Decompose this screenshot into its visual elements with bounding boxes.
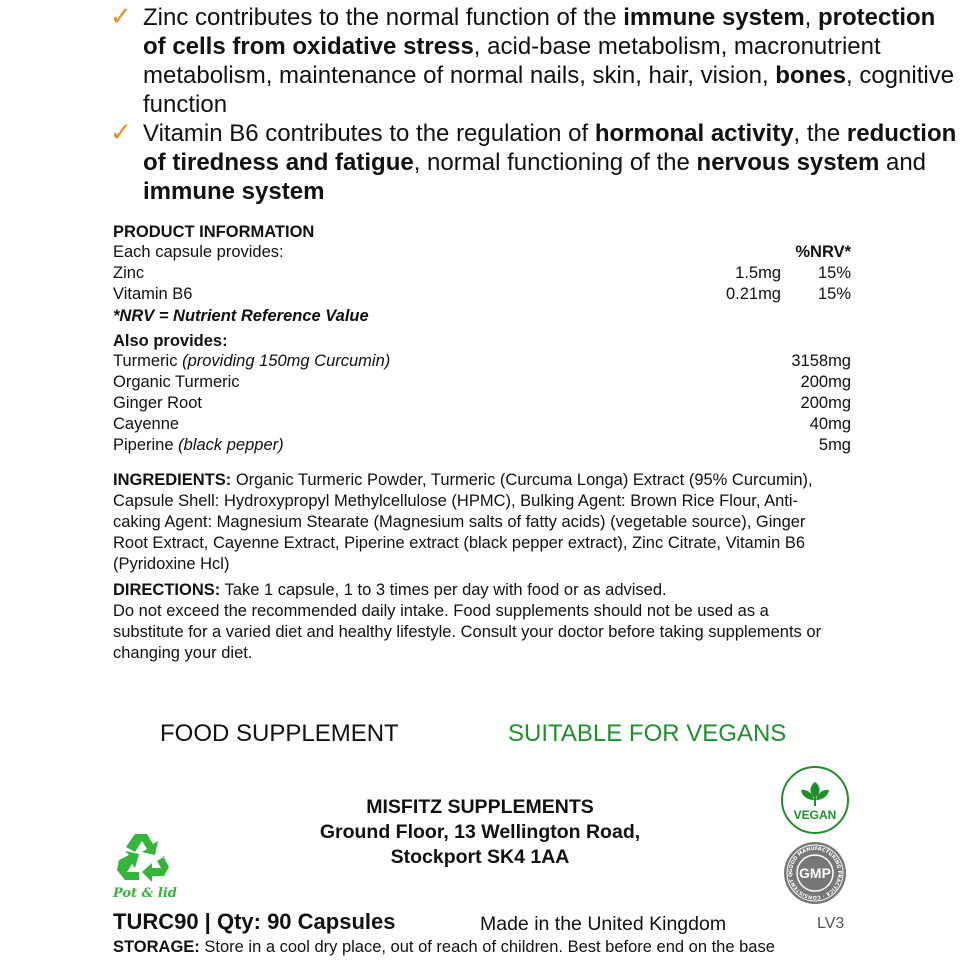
also-note: (providing 150mg Curcumin)	[182, 352, 391, 370]
also-row	[113, 373, 851, 394]
also-name: Turmeric	[113, 352, 178, 370]
nutrient-name: Zinc	[113, 264, 145, 282]
nutrient-nrv: 15%	[817, 285, 851, 303]
leaf-icon	[783, 768, 847, 832]
directions-warning: Do not exceed the recommended daily intake. Food supplements should not be used as a substitute for a varied diet and healthy lifestyle. Consult your doctor before taking supplements or changing your diet.	[113, 602, 822, 662]
benefit-zinc	[110, 3, 960, 121]
benefit-highlight: reduction of tiredness and fatigue	[143, 120, 957, 176]
ingredients	[113, 470, 843, 575]
also-row	[113, 394, 851, 415]
directions-label: DIRECTIONS:	[113, 581, 221, 599]
benefit-highlight: nervous system	[696, 149, 880, 176]
benefit-fragment: , the	[793, 120, 847, 147]
vegan-badge-label: VEGAN	[793, 808, 837, 822]
nutrient-nrv: 15%	[817, 264, 851, 282]
also-note: (black pepper)	[178, 436, 284, 454]
also-amount: 40mg	[809, 415, 851, 433]
each-capsule-row	[113, 243, 851, 264]
benefit-text	[143, 3, 958, 119]
nutrient-amount: 0.21mg	[725, 285, 781, 303]
benefit-highlight: bones	[775, 62, 846, 89]
nrv-note: *NRV = Nutrient Reference Value	[113, 307, 369, 325]
gmp-badge	[784, 842, 846, 904]
benefit-b6	[110, 119, 960, 209]
made-in-label: Made in the United Kingdom	[480, 913, 727, 935]
also-name: Piperine	[113, 436, 174, 454]
directions-text: Take 1 capsule, 1 to 3 times per day with food or as advised.	[220, 581, 667, 599]
check-icon: ✓	[110, 1, 132, 31]
also-amount: 200mg	[800, 373, 851, 391]
also-amount: 200mg	[800, 394, 851, 412]
also-name: Organic Turmeric	[113, 373, 240, 391]
nutrient-row	[113, 264, 851, 285]
recycle-icon	[113, 830, 177, 884]
svg-text:GMP: GMP	[799, 865, 831, 881]
company-name: MISFITZ SUPPLEMENTS	[366, 796, 594, 818]
also-name: Ginger Root	[113, 394, 202, 412]
benefit-fragment: Zinc contributes to the normal function of the	[143, 4, 624, 31]
benefit-fragment: ,	[804, 4, 819, 31]
each-capsule-label: Each capsule provides:	[113, 243, 284, 261]
version-label: LV3	[817, 915, 845, 932]
benefit-highlight: immune system	[143, 178, 325, 205]
also-row	[113, 415, 851, 436]
directions	[113, 580, 843, 664]
company-address-line2: Stockport SK4 1AA	[390, 846, 570, 868]
benefit-highlight: immune system	[623, 4, 805, 31]
company-address-line1: Ground Floor, 13 Wellington Road,	[319, 821, 641, 843]
benefit-highlight: hormonal activity	[594, 120, 794, 147]
storage	[113, 938, 953, 957]
vegan-badge	[781, 766, 849, 834]
also-row	[113, 352, 851, 373]
ingredients-label: INGREDIENTS:	[113, 471, 232, 489]
also-name: Cayenne	[113, 415, 180, 433]
benefit-fragment: , acid-base metabolism, macronutrient metabolism, maintenance of normal nails, skin, hair, vision,	[143, 33, 881, 89]
product-info-heading: PRODUCT INFORMATION	[113, 223, 315, 241]
storage-label: STORAGE:	[113, 938, 200, 956]
nutrient-row	[113, 285, 851, 306]
food-supplement-label: FOOD SUPPLEMENT	[160, 720, 399, 747]
nutrient-amount: 1.5mg	[735, 264, 781, 282]
benefit-fragment: , cognitive function	[143, 62, 955, 118]
gmp-seal-icon	[784, 842, 846, 904]
ingredients-text: Organic Turmeric Powder, Turmeric (Curcuma Longa) Extract (95% Curcumin), Capsule Shell: Hydroxypropyl Methylcellulose (HPMC), Bulking Agent: Brown Rice Flour, Anti-caking Agent: Magnesium Stearate (Magnesium salts of fatty acids) (vegetable source), Ginger Root Extract, Cayenne Extract, Piperine extract (black pepper extract), Zinc Citrate, Vitamin B6 (Pyridoxine Hcl)	[113, 471, 813, 573]
suitable-for-vegans-label: SUITABLE FOR VEGANS	[508, 720, 787, 747]
svg-text:GOOD MANUFACTURING PRACTICE ·: GOOD MANUFACTURING PRACTICE · CONSISTENT Q	[787, 845, 843, 901]
storage-text: Store in a cool dry place, out of reach of children. Best before end on the base	[199, 938, 775, 956]
also-amount: 3158mg	[791, 352, 851, 370]
benefit-fragment: and	[879, 149, 927, 176]
nrv-header: %NRV*	[795, 243, 851, 261]
benefit-fragment: , normal functioning of the	[413, 149, 697, 176]
nutrient-name: Vitamin B6	[113, 285, 193, 303]
benefit-text	[143, 119, 958, 206]
also-amount: 5mg	[818, 436, 851, 454]
benefit-highlight: protection of cells from oxidative stress	[143, 4, 936, 60]
also-row	[113, 436, 851, 457]
recycle-label: Pot & lid	[113, 886, 177, 901]
product-code-qty: TURC90 | Qty: 90 Capsules	[113, 909, 396, 934]
also-provides-heading: Also provides:	[113, 332, 228, 350]
benefit-fragment: Vitamin B6 contributes to the regulation of	[143, 120, 595, 147]
check-icon: ✓	[110, 117, 132, 147]
